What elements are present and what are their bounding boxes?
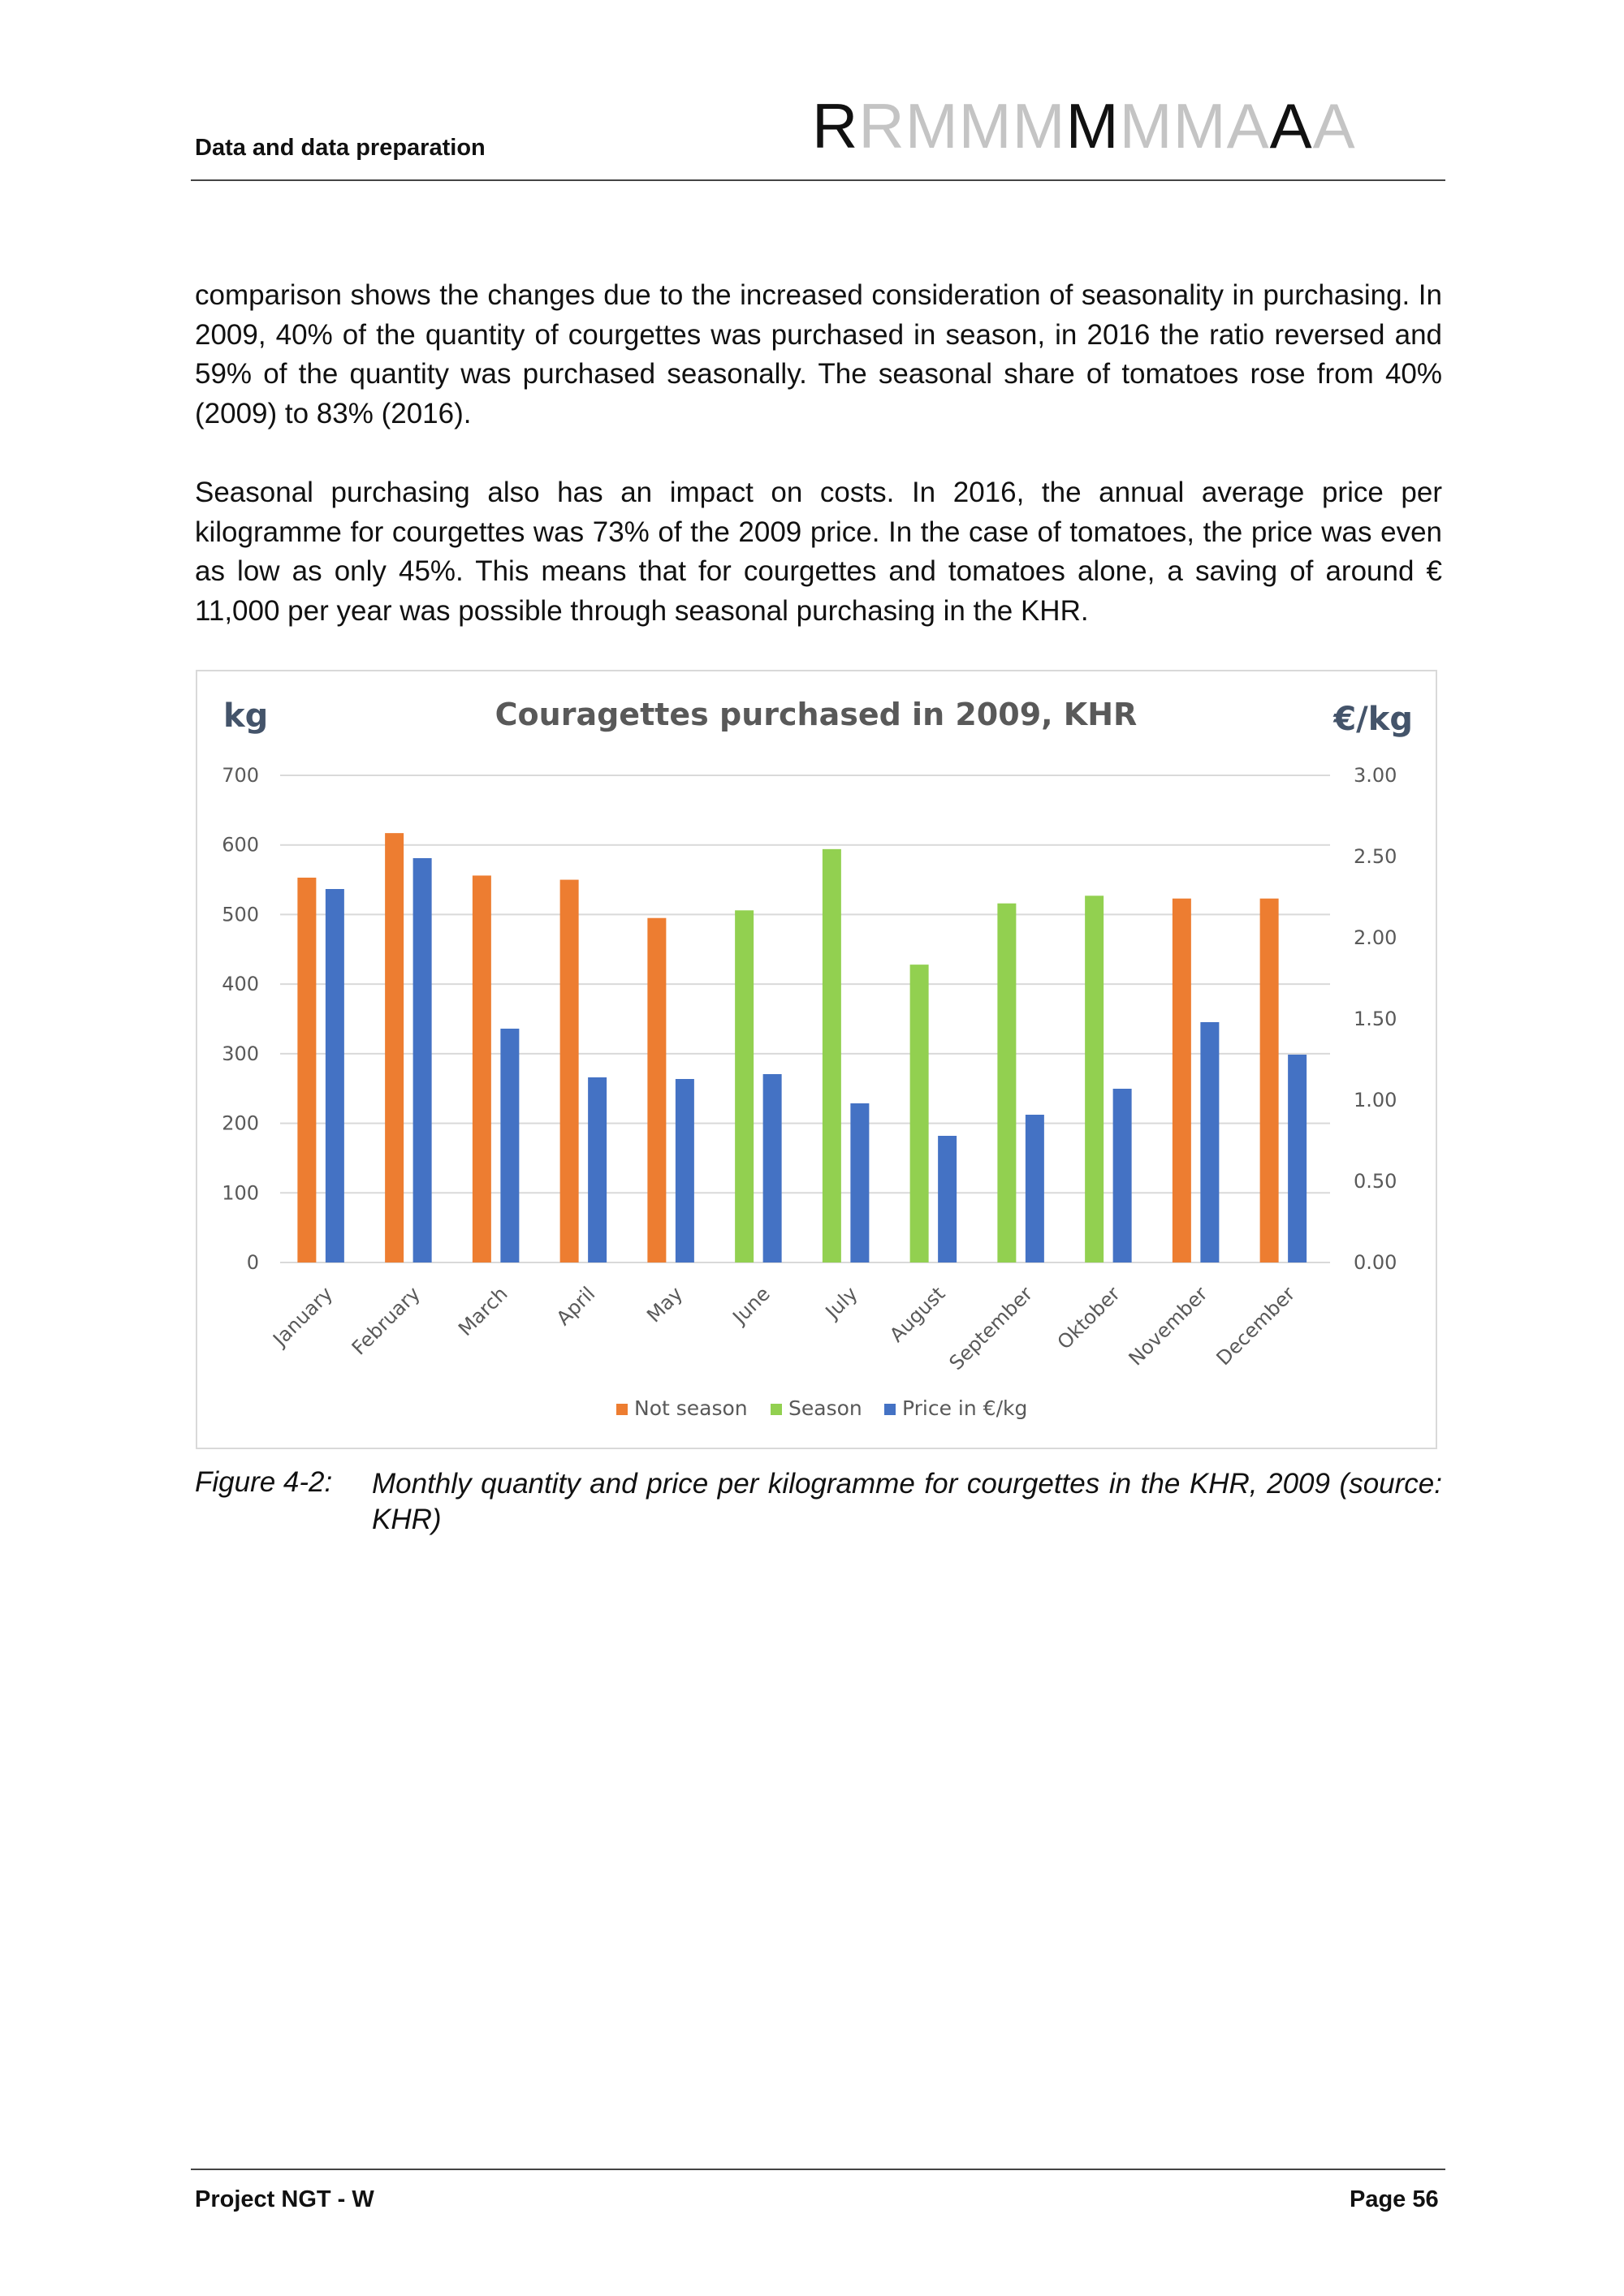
y-tick-label: 700 [222,764,259,787]
logo-letter: M [1173,90,1227,162]
legend-swatch [771,1404,782,1415]
y2-tick-label: 2.50 [1354,845,1397,868]
bar-price [500,1029,519,1262]
logo-letter: M [905,90,959,162]
y-tick-label: 0 [246,1251,259,1274]
bar-not-season [473,875,491,1262]
legend-label: Price in €/kg [902,1396,1028,1420]
bar-price [413,858,432,1262]
body-paragraph-1: comparison shows the changes due to the increased consideration of seasonality in purchasing. In 2009, 40% of the quantity of courgettes was purchased in season, in 2016 the ratio reversed and 59% of the quantity was purchased seasonally. The seasonal share of tomatoes rose from 40% (2009) to 83% (2016). [195,279,1442,429]
y2-tick-label: 3.00 [1354,764,1397,787]
logo-letter: R [812,90,859,162]
y-tick-label: 600 [222,833,259,857]
x-tick-label: February [347,1282,425,1360]
bar-not-season [1260,899,1279,1262]
logo-letter: M [958,90,1013,162]
bar-season [735,910,754,1262]
bar-season [1085,896,1104,1262]
x-tick-label: December [1212,1282,1300,1370]
y2-tick-label: 0.00 [1354,1251,1397,1274]
x-tick-label: March [454,1282,512,1340]
y-axis-label: kg [223,697,269,735]
bar-price [326,889,344,1262]
legend-swatch [884,1404,896,1415]
logo-letter: M [1119,90,1173,162]
page-number: Page 56 [1350,2186,1439,2212]
bar-price [763,1074,782,1262]
x-tick-label: May [642,1282,688,1327]
x-tick-label: January [268,1282,338,1351]
y-tick-label: 200 [222,1111,259,1135]
logo-letter: M [1065,90,1120,162]
x-tick-label: August [885,1282,950,1347]
footer-divider [191,2169,1445,2170]
x-tick-label: November [1124,1282,1212,1370]
y2-tick-label: 2.00 [1354,926,1397,949]
y2-axis-label: €/kg [1333,701,1413,738]
logo-letter: R [858,90,905,162]
bar-price [850,1103,869,1262]
section-title: Data and data preparation [195,135,486,161]
y2-tick-label: 0.50 [1354,1170,1397,1193]
footer-project: Project NGT - W [195,2186,374,2212]
bar-season [997,904,1016,1262]
bar-price [1113,1089,1132,1262]
logo-letter: M [1012,90,1066,162]
x-tick-label: September [944,1282,1038,1375]
bar-not-season [560,880,579,1262]
bar-not-season [1173,899,1191,1262]
y2-tick-label: 1.00 [1354,1089,1397,1111]
y-tick-label: 500 [222,903,259,926]
y-tick-label: 300 [222,1042,259,1065]
chart-title: Couragettes purchased in 2009, KHR [495,697,1138,732]
bar-not-season [297,878,316,1262]
bar-season [910,965,929,1262]
bar-not-season [385,833,404,1262]
bar-season [823,849,841,1262]
x-tick-label: Oktober [1052,1282,1125,1354]
legend-label: Not season [634,1396,748,1420]
publisher-logo [812,89,1356,163]
bar-price [1288,1055,1307,1262]
bar-price [1200,1022,1219,1262]
header-divider [191,179,1445,181]
figure-caption: Monthly quantity and price per kilogramme for courgettes in the KHR, 2009 (source: KHR) [372,1468,1442,1535]
legend-label: Season [788,1396,862,1420]
body-paragraph-2: Seasonal purchasing also has an impact on costs. In 2016, the annual average price per kilogramme for courgettes was 73% of the 2009 price. In the case of tomatoes, the price was even as low as only 45%. This means that for courgettes and tomatoes alone, a saving of around € 11,000 per year was possible through seasonal purchasing in the KHR. [195,477,1442,627]
logo-letter: A [1312,90,1356,162]
courgettes-chart [197,671,1436,1448]
bar-price [1026,1115,1044,1262]
x-tick-label: April [551,1282,600,1331]
logo-letter: A [1226,90,1270,162]
y-tick-label: 100 [222,1181,259,1205]
x-tick-label: July [821,1282,862,1323]
x-tick-label: June [728,1282,775,1329]
logo-letter: A [1269,90,1313,162]
figure-label: Figure 4-2: [195,1466,333,1498]
y2-tick-label: 1.50 [1354,1008,1397,1030]
legend-swatch [616,1404,628,1415]
bar-price [588,1077,607,1262]
bar-price [938,1136,957,1262]
y-tick-label: 400 [222,973,259,996]
bar-price [676,1079,694,1262]
bar-not-season [647,918,666,1262]
